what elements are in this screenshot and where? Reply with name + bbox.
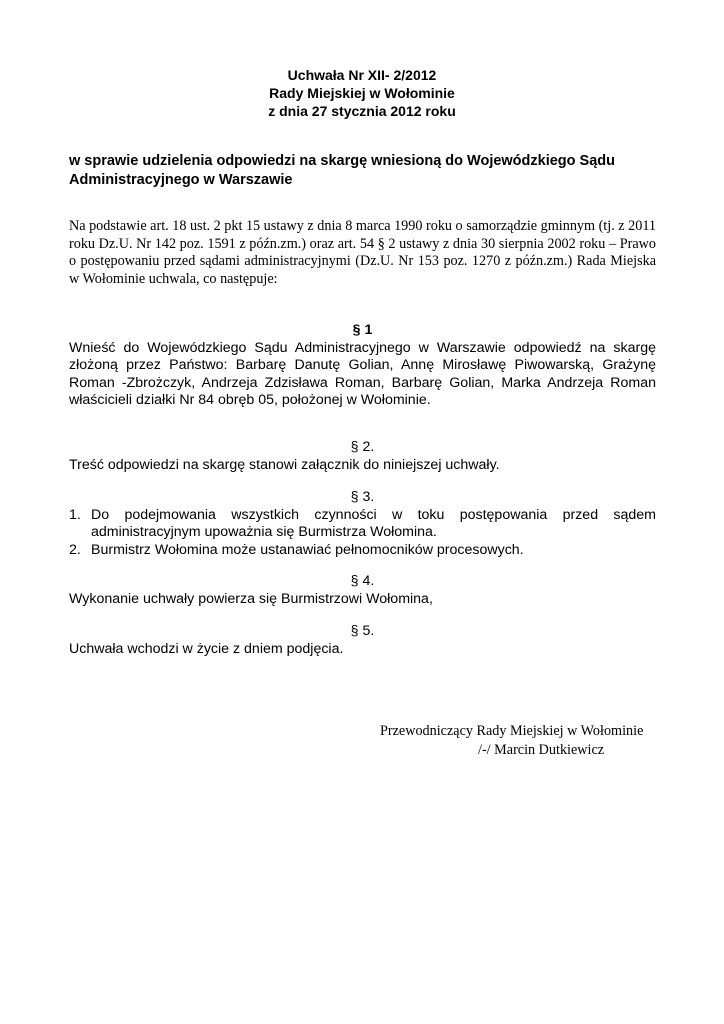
section-1-title: § 1 [352, 322, 373, 338]
resolution-date: z dnia 27 stycznia 2012 roku [268, 103, 456, 119]
section-2-title: § 2. [350, 439, 375, 455]
section-1-text: Wnieść do Wojewódzkiego Sądu Administracyjnego w Warszawie odpowiedź na skargę złożoną przez Państwo: Barbarę Danutę Golian, Annę Mirosławę Piwowarską, Grażynę Roman -Zbrożczyk, Andrzeja Zdzisława Roman, Barbarę Golian, Marka Andrzeja Roman właścicieli działki Nr 84 obręb 05, położonej w Wołominie. [69, 339, 656, 408]
section-2 [69, 439, 656, 474]
section-3-title: § 3. [350, 489, 375, 505]
section-3-item-2 [69, 542, 656, 560]
section-5-text: Uchwała wchodzi w życie z dniem podjęcia. [69, 640, 344, 657]
section-5-title: § 5. [350, 623, 375, 639]
list-number: 2. [69, 541, 81, 558]
section-2-text: Treść odpowiedzi na skargę stanowi załącznik do niniejszej uchwały. [69, 456, 500, 473]
section-3 [69, 489, 656, 559]
list-item-text: Do podejmowania wszystkich czynności w toku postępowania przed sądem administracyjnym upoważnia się Burmistrza Wołomina. [91, 506, 656, 540]
signature-block [380, 722, 660, 760]
section-3-item-1 [69, 507, 656, 542]
resolution-header [0, 66, 724, 120]
section-4-title: § 4. [350, 573, 375, 589]
list-number: 1. [69, 506, 81, 523]
section-1 [69, 322, 656, 410]
resolution-council: Rady Miejskiej w Wołominie [269, 85, 455, 101]
signatory-role: Przewodniczący Rady Miejskiej w Wołominie [380, 723, 644, 739]
signatory-name: /-/ Marcin Dutkiewicz [478, 742, 605, 758]
legal-basis-preamble: Na podstawie art. 18 ust. 2 pkt 15 ustawy z dnia 8 marca 1990 roku o samorządzie gminnym (tj. z 2011 roku Dz.U. Nr 142 poz. 1591 z późn.zm.) oraz art. 54 § 2 ustawy z dnia 30 sierpnia 2002 roku – Prawo o postępowaniu przed sądami administracyjnymi (Dz.U. Nr 153 poz. 1270 z późn.zm.) Rada Miejska w Wołominie uchwala, co następuje: [69, 218, 656, 287]
resolution-number: Uchwała Nr XII- 2/2012 [287, 67, 437, 83]
resolution-subject: w sprawie udzielenia odpowiedzi na skargę wniesioną do Wojewódzkiego Sądu Administracyjnego w Warszawie [69, 153, 616, 188]
section-4-text: Wykonanie uchwały powierza się Burmistrzowi Wołomina, [69, 590, 433, 607]
list-item-text: Burmistrz Wołomina może ustanawiać pełnomocników procesowych. [91, 541, 524, 558]
section-5 [69, 623, 656, 658]
section-4 [69, 573, 656, 608]
